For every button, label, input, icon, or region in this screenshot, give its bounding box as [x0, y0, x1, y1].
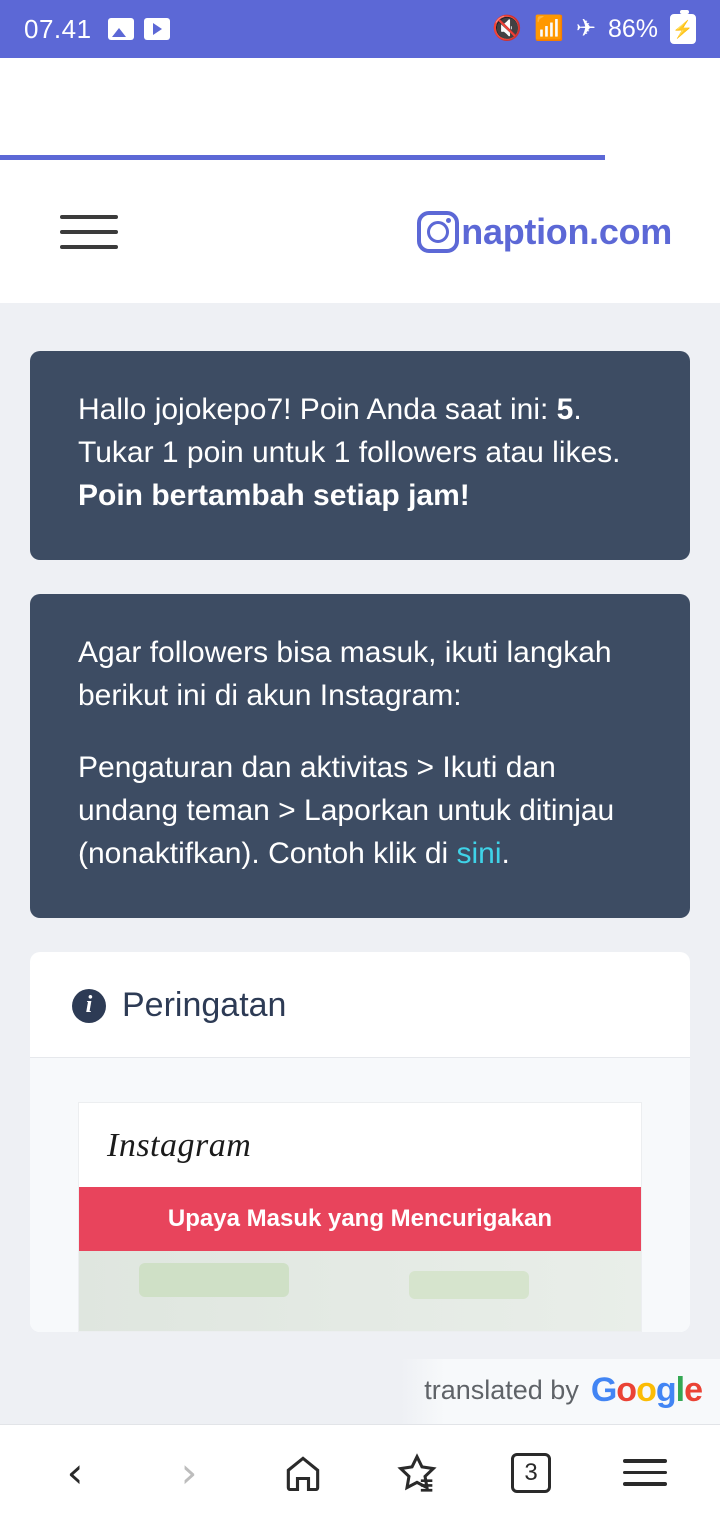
- nav-back-button[interactable]: [37, 1435, 113, 1511]
- nav-forward-button[interactable]: [151, 1435, 227, 1511]
- points-greeting: Hallo jojokepo7! Poin Anda saat ini:: [78, 393, 557, 426]
- battery-percent: 86%: [607, 14, 658, 43]
- instagram-screenshot: [78, 1102, 642, 1332]
- chevron-left-icon: ‹: [66, 1447, 84, 1497]
- points-bold-note: Poin bertambah setiap jam!: [78, 478, 470, 512]
- instructions-after-link: .: [501, 837, 510, 871]
- map-thumbnail: [79, 1251, 641, 1331]
- points-value: 5: [556, 393, 574, 426]
- nav-home-button[interactable]: [265, 1435, 341, 1511]
- warning-card: [30, 952, 690, 1332]
- youtube-icon: [144, 18, 170, 40]
- wifi-icon: 📶: [533, 15, 564, 42]
- mute-icon: 🔇: [492, 15, 522, 42]
- progress-fill: [0, 155, 605, 160]
- battery-charging-icon: ⚡: [670, 14, 696, 44]
- points-after: . Tukar 1 poin untuk 1 followers atau likes.: [78, 393, 621, 469]
- instructions-intro: Agar followers bisa masuk, ikuti langkah berikut ini di akun Instagram:: [78, 635, 612, 712]
- browser-bottom-nav: [0, 1424, 720, 1520]
- site-brand[interactable]: [417, 211, 672, 253]
- suspicious-login-banner: Upaya Masuk yang Mencurigakan: [79, 1187, 641, 1251]
- status-system-icons: [492, 14, 696, 44]
- warning-card-title: Peringatan: [122, 986, 287, 1025]
- chevron-right-icon: ›: [180, 1447, 198, 1497]
- translate-label: translated by: [424, 1375, 579, 1405]
- bookmarks-icon: [394, 1450, 440, 1496]
- info-icon: i: [72, 989, 106, 1023]
- instructions-steps: Pengaturan dan aktivitas > Ikuti dan undang teman > Laporkan untuk ditinjau (nonaktifkan). Contoh klik di: [78, 751, 615, 871]
- photo-icon: [108, 18, 134, 40]
- home-icon: [281, 1451, 325, 1495]
- page-content: [0, 303, 720, 1424]
- spacer: [78, 717, 642, 747]
- instagram-wordmark: Instagram: [107, 1127, 252, 1165]
- points-panel: [30, 351, 690, 560]
- airplane-icon: ✈: [575, 15, 596, 42]
- instructions-panel: [30, 594, 690, 918]
- status-notification-icons: [108, 18, 170, 40]
- warning-card-body: [30, 1058, 690, 1332]
- brand-name: naption.com: [461, 210, 672, 252]
- nav-menu-button[interactable]: [607, 1435, 683, 1511]
- warning-card-header: [30, 952, 690, 1058]
- tab-count-badge: 3: [511, 1453, 551, 1493]
- site-header: [0, 160, 720, 303]
- status-bar: [0, 0, 720, 58]
- translated-by-google-overlay: [400, 1359, 720, 1424]
- google-logo: Google: [590, 1371, 702, 1409]
- example-link[interactable]: sini: [456, 837, 502, 871]
- brand-suffix: .com: [589, 210, 672, 252]
- nav-tabs-button[interactable]: [493, 1435, 569, 1511]
- instagram-icon: [417, 211, 459, 253]
- instructions-steps-line: [78, 747, 642, 876]
- menu-icon: [623, 1459, 667, 1486]
- page-load-progress: [0, 155, 720, 160]
- nav-bookmarks-button[interactable]: [379, 1435, 455, 1511]
- status-time: 07.41: [24, 13, 92, 44]
- hamburger-menu-icon[interactable]: [60, 215, 118, 249]
- browser-toolbar-area[interactable]: [0, 58, 720, 155]
